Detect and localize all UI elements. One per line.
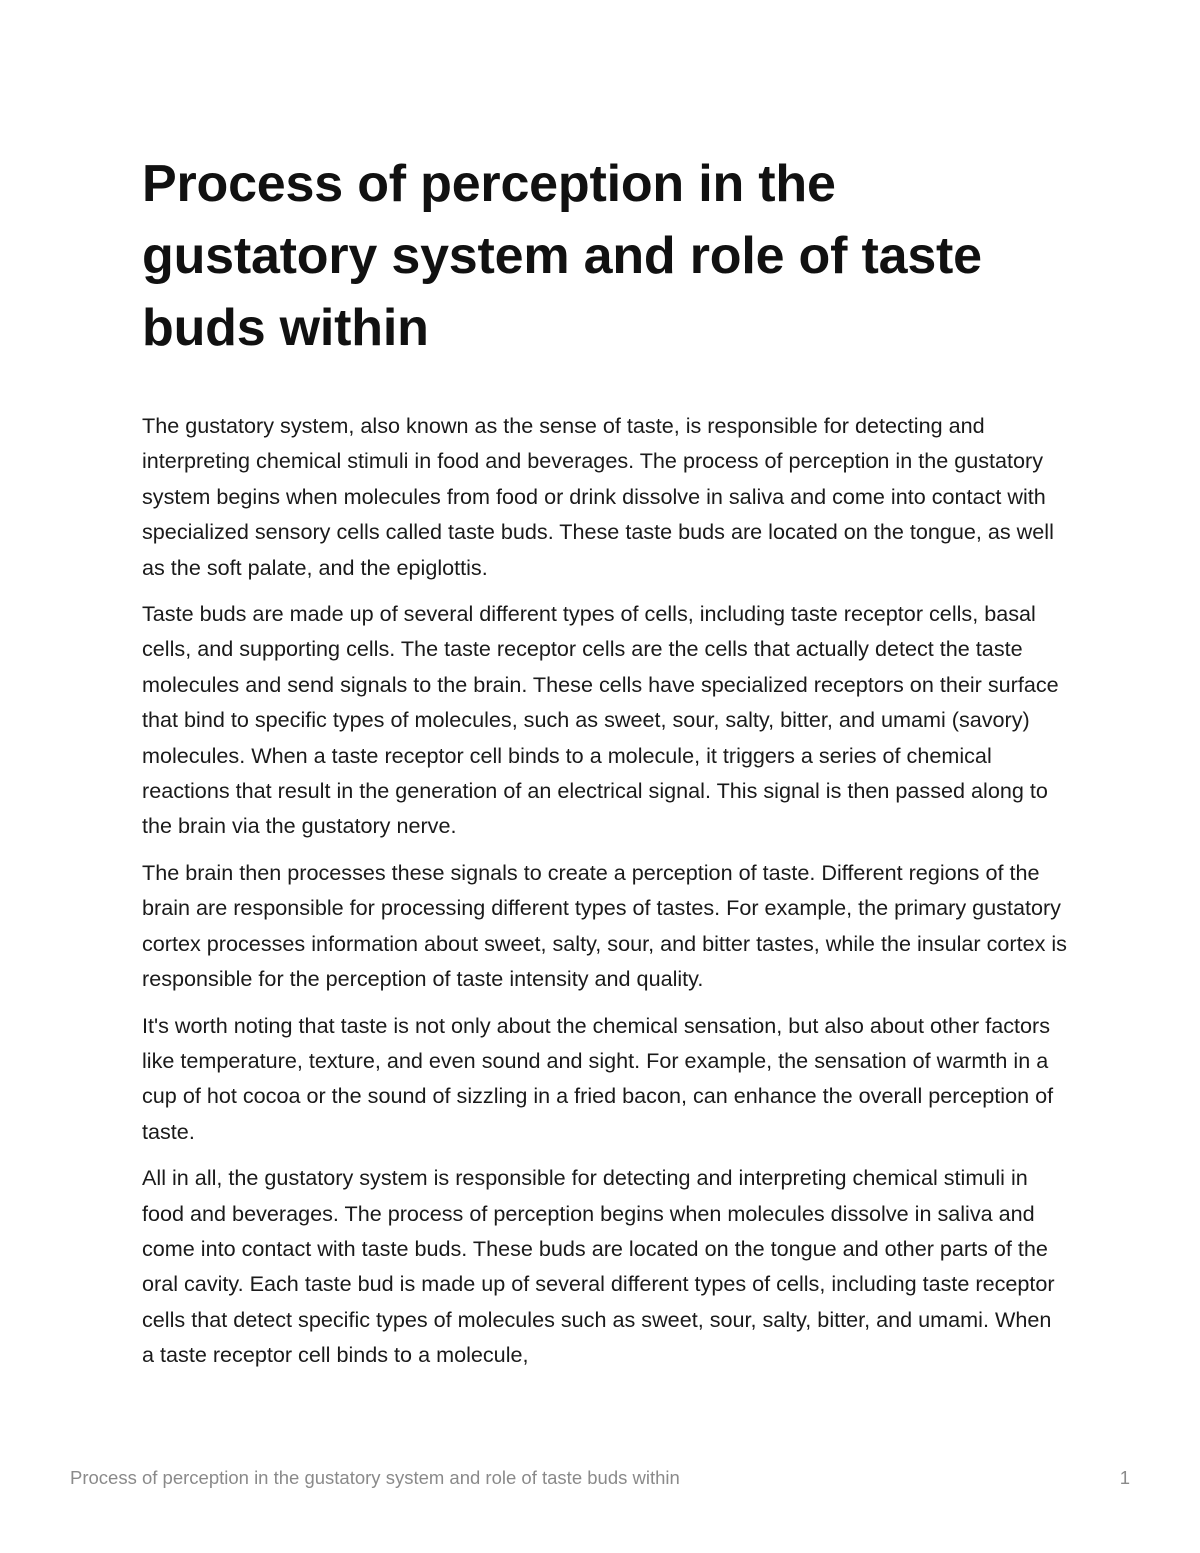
paragraph-3: The brain then processes these signals to create a perception of taste. Different regions of the brain are responsible for processing different types of tastes. For example, the primary gustatory cortex processes information about sweet, salty, sour, and bitter tastes, while the insular cortex is responsible for the perception of taste intensity and quality.: [142, 859, 1067, 992]
footer-title: Process of perception in the gustatory system and role of taste buds within: [70, 1467, 680, 1488]
paragraph-1: The gustatory system, also known as the sense of taste, is responsible for detecting and interpreting chemical stimuli in food and beverages. The process of perception in the gustatory system begins when molecules from food or drink dissolve in saliva and come into contact with specialized sensory cells called taste buds. These taste buds are located on the tongue, as well as the soft palate, and the epiglottis.: [142, 413, 1054, 580]
page-number: 1: [1119, 1467, 1130, 1488]
document-title: Process of perception in the gustatory system and role of taste buds within: [142, 155, 982, 357]
paragraph-4: It's worth noting that taste is not only about the chemical sensation, but also about other factors like temperature, texture, and even sound and sight. For example, the sensation of warmth in a cup of hot cocoa or the sound of sizzling in a fried bacon, can enhance the overall perception of taste.: [142, 1012, 1054, 1144]
paragraph-5: All in all, the gustatory system is responsible for detecting and interpreting chemical stimuli in food and beverages. The process of perception begins when molecules dissolve in saliva and come into contact with taste buds. These buds are located on the tongue and other parts of the oral cavity. Each taste bud is made up of several different types of cells, including taste receptor cells that detect specific types of molecules such as sweet, sour, salty, bitter, and umami. When a taste receptor cell binds to a molecule,: [142, 1165, 1055, 1368]
document-body: [142, 148, 1067, 1384]
paragraph-2: Taste buds are made up of several different types of cells, including taste receptor cells, basal cells, and supporting cells. The taste receptor cells are the cells that actually detect the taste molecules and send signals to the brain. These cells have specialized receptors on their surface that bind to specific types of molecules, such as sweet, sour, salty, bitter, and umami (savory) molecules. When a taste receptor cell binds to a molecule, it triggers a series of chemical reactions that result in the generation of an electrical signal. This signal is then passed along to the brain via the gustatory nerve.: [142, 601, 1059, 839]
page-footer: [70, 1464, 1130, 1492]
